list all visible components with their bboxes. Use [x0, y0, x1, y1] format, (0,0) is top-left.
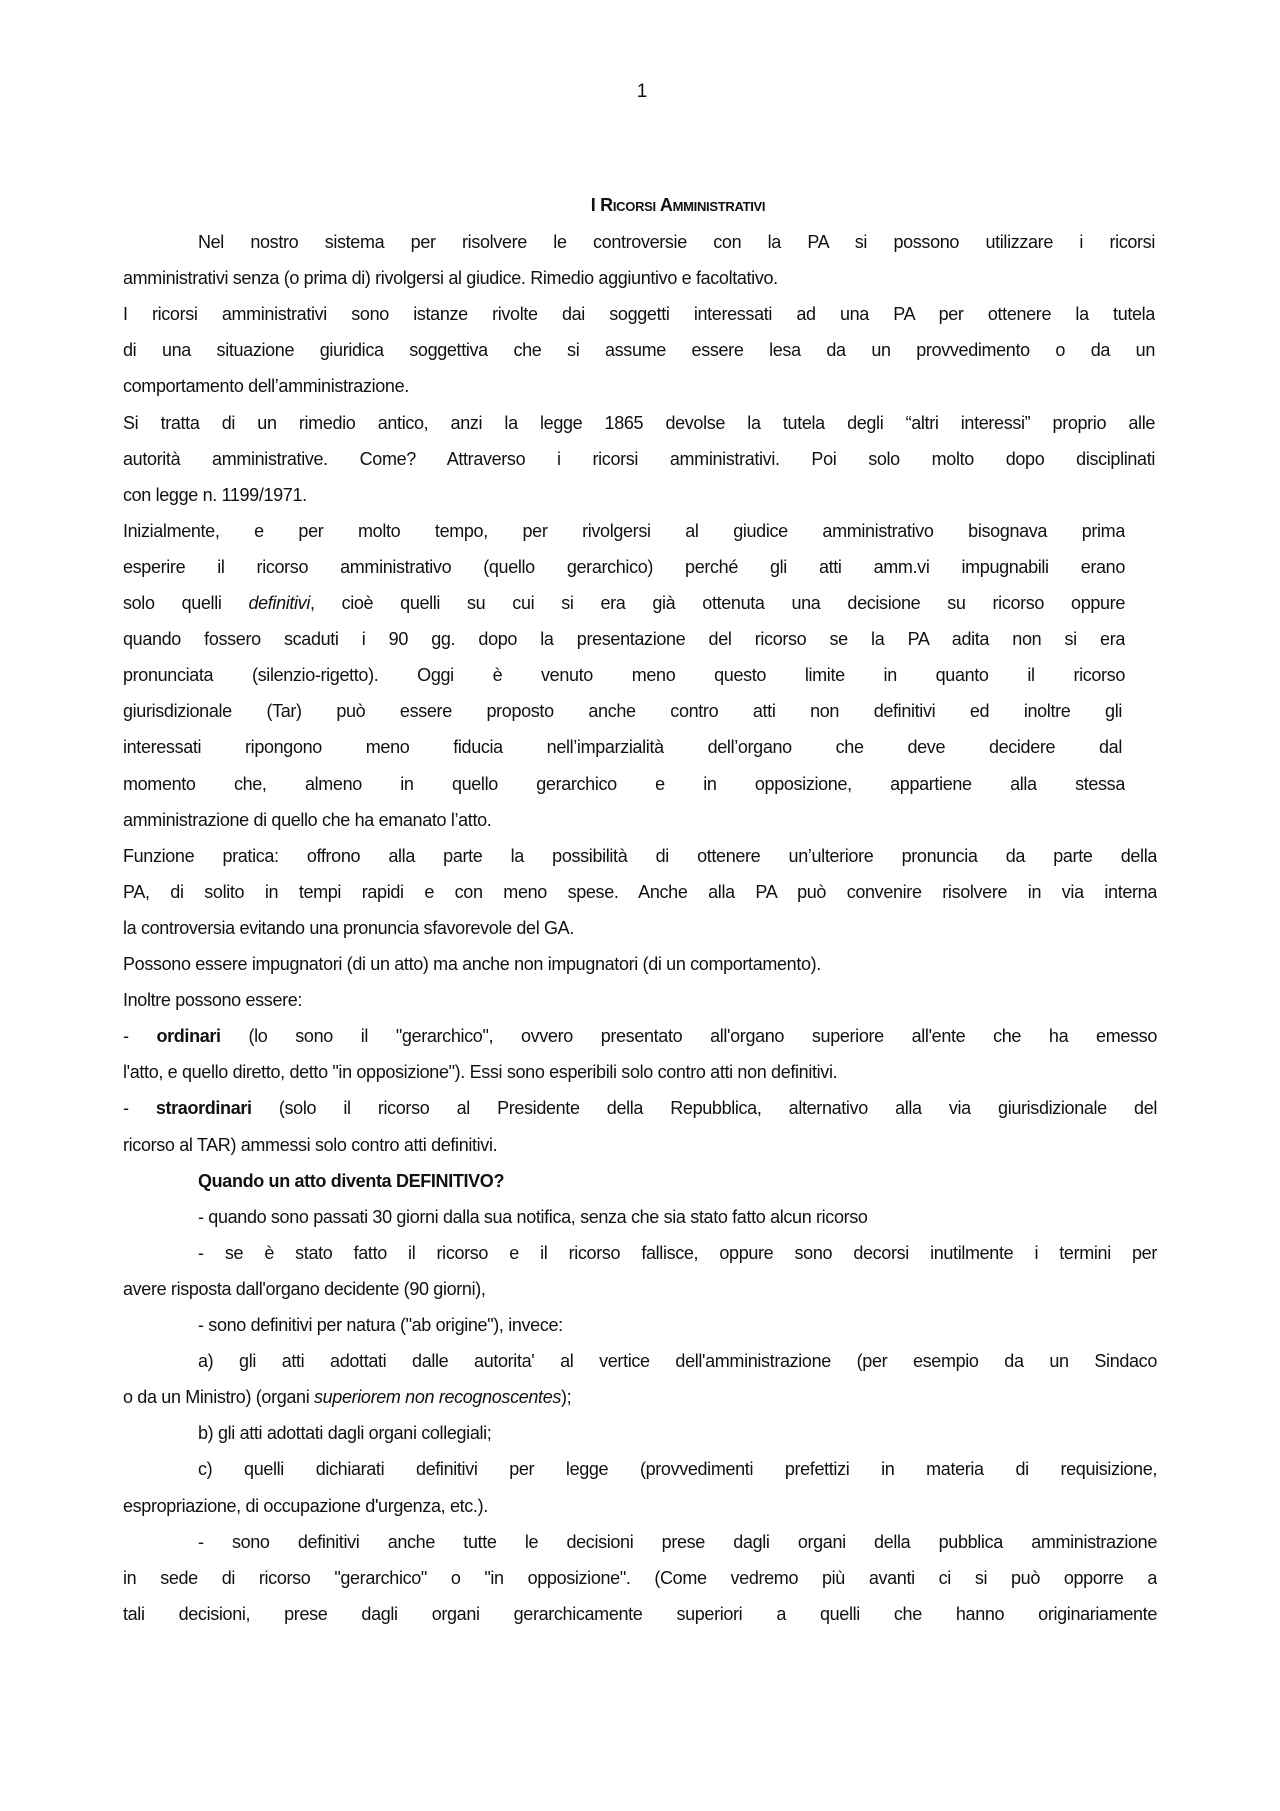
text-line — [123, 1023, 1157, 1049]
text-segment: ); — [561, 1387, 572, 1408]
text-segment: Possono essere impugnatori (di un atto) ma anche non impugnatori (di un comportamento). — [123, 954, 821, 974]
text-segment: (lo sono il "gerarchico", ovvero presentato all'organo superiore all'ente che ha emesso — [220, 1026, 1157, 1047]
text-line — [123, 1276, 1155, 1302]
text-segment: avere risposta dall'organo decidente (90 giorni), — [123, 1278, 486, 1299]
text-line — [198, 1240, 1157, 1266]
text-segment: b) gli atti adottati dagli organi collegiali; — [198, 1423, 492, 1444]
text-segment: PA, di solito in tempi rapidi e con meno spese. Anche alla PA può convenire risolvere in via interna — [123, 881, 1157, 902]
text-segment: - sono definitivi anche tutte le decisioni prese dagli organi della pubblica amministrazione — [198, 1531, 1157, 1552]
text-line — [123, 1095, 1157, 1121]
text-segment: la controversia evitando una pronuncia sfavorevole del GA. — [123, 917, 574, 938]
text-segment: Inizialmente, e per molto tempo, per rivolgersi al giudice amministrativo bisognava prima — [123, 520, 1125, 541]
text-line — [123, 265, 1155, 291]
text-line — [123, 337, 1155, 363]
text-line — [123, 915, 1155, 941]
text-line — [123, 373, 1155, 399]
text-line — [198, 1168, 1155, 1194]
text-segment: tali decisioni, prese dagli organi gerarchicamente superiori a quelli che hanno originariamente — [123, 1603, 1157, 1624]
text-segment: solo quelli — [123, 593, 249, 613]
text-line — [123, 590, 1125, 616]
bold-text: ordinari — [156, 1026, 221, 1047]
page-number: 1 — [636, 81, 648, 102]
text-segment: con legge n. 1199/1971. — [123, 484, 307, 505]
text-segment: esperire il ricorso amministrativo (quello gerarchico) perché gli atti amm.vi impugnabili erano — [123, 556, 1125, 577]
text-line — [198, 1420, 1155, 1446]
text-line — [123, 1059, 1155, 1085]
text-line — [123, 1493, 1155, 1519]
text-segment: Funzione pratica: offrono alla parte la possibilità di ottenere un’ulteriore pronuncia da parte della — [123, 845, 1157, 866]
text-line — [198, 1312, 1155, 1338]
text-segment: in sede di ricorso "gerarchico" o "in opposizione". (Come vedremo più avanti ci si può opporre a — [123, 1567, 1157, 1588]
text-segment: amministrativi senza (o prima di) rivolgersi al giudice. Rimedio aggiuntivo e facoltativo. — [123, 268, 778, 289]
text-segment: a) gli atti adottati dalle autorita' al vertice dell'amministrazione (per esempio da un Sindaco — [198, 1351, 1157, 1372]
text-line — [123, 518, 1125, 544]
text-segment: momento che, almeno in quello gerarchico e in opposizione, appartiene alla stessa — [123, 773, 1125, 794]
text-line — [123, 843, 1157, 869]
bold-text: straordinari — [155, 1098, 252, 1119]
text-line — [123, 1565, 1157, 1591]
text-segment: Inoltre possono essere: — [123, 990, 303, 1011]
text-segment: (solo il ricorso al Presidente della Repubblica, alternativo alla via giurisdizionale del — [251, 1098, 1157, 1119]
text-line — [123, 662, 1125, 688]
text-line — [198, 1529, 1157, 1555]
italic-text: superiorem non recognoscentes — [314, 1387, 562, 1408]
text-segment: comportamento dell’amministrazione. — [123, 376, 409, 397]
text-segment: Si tratta di un rimedio antico, anzi la legge 1865 devolse la tutela degli “altri interessi” proprio alle — [123, 412, 1155, 433]
text-line — [123, 554, 1125, 580]
text-segment: autorità amministrative. Come? Attraverso i ricorsi amministrativi. Poi solo molto dopo disciplinati — [123, 448, 1155, 469]
text-segment: o da un Ministro) (organi — [123, 1387, 314, 1408]
text-line — [198, 229, 1155, 255]
text-line — [123, 951, 1155, 977]
text-line — [198, 1456, 1157, 1482]
text-segment: ricorso al TAR) ammessi solo contro atti definitivi. — [123, 1134, 498, 1155]
text-line — [123, 1384, 1155, 1410]
text-segment: c) quelli dichiarati definitivi per legge (provvedimenti prefettizi in materia di requisizione, — [198, 1459, 1157, 1480]
text-segment: espropriazione, di occupazione d'urgenza, etc.). — [123, 1495, 488, 1516]
bold-text: Quando un atto diventa DEFINITIVO? — [198, 1170, 505, 1191]
text-segment: di una situazione giuridica soggettiva che si assume essere lesa da un provvedimento o da un — [123, 340, 1155, 361]
text-line — [123, 1132, 1155, 1158]
text-line — [123, 879, 1157, 905]
document-title: I Ricorsi Amministrativi — [590, 195, 766, 215]
text-segment: , cioè quelli su cui si era già ottenuta una decisione su ricorso oppure — [309, 593, 1125, 613]
text-line — [123, 771, 1125, 797]
text-segment: interessati ripongono meno fiducia nell’imparzialità dell’organo che deve decidere dal — [123, 737, 1122, 758]
text-line — [123, 301, 1155, 327]
text-segment: pronunciata (silenzio-rigetto). Oggi è venuto meno questo limite in quanto il ricorso — [123, 665, 1125, 686]
text-line — [123, 410, 1155, 436]
text-line — [123, 734, 1122, 760]
text-segment: - — [123, 1026, 157, 1047]
text-segment: quando fossero scaduti i 90 gg. dopo la presentazione del ricorso se la PA adita non si era — [123, 629, 1125, 650]
text-line — [123, 446, 1155, 472]
text-line — [123, 482, 1155, 508]
text-segment: - — [123, 1098, 156, 1119]
text-segment: - se è stato fatto il ricorso e il ricorso fallisce, oppure sono decorsi inutilmente i termini per — [198, 1242, 1157, 1263]
text-line — [123, 987, 1155, 1013]
text-line — [123, 1601, 1157, 1627]
text-segment: amministrazione di quello che ha emanato l’atto. — [123, 809, 492, 830]
text-line — [198, 1204, 1155, 1230]
italic-text: definitivi — [248, 593, 310, 613]
text-segment: l'atto, e quello diretto, detto "in opposizione"). Essi sono esperibili solo contro atti non definitivi. — [123, 1062, 838, 1083]
text-line — [123, 698, 1122, 724]
text-segment: Nel nostro sistema per risolvere le controversie con la PA si possono utilizzare i ricorsi — [198, 232, 1155, 252]
text-segment: - sono definitivi per natura ("ab origine"), invece: — [198, 1315, 563, 1335]
text-line — [123, 807, 1125, 833]
text-segment: I ricorsi amministrativi sono istanze rivolte dai soggetti interessati ad una PA per ottenere la tutela — [123, 304, 1155, 325]
text-segment: giurisdizionale (Tar) può essere proposto anche contro atti non definitivi ed inoltre gli — [123, 701, 1122, 722]
text-line — [198, 1348, 1157, 1374]
text-line — [123, 626, 1125, 652]
text-segment: - quando sono passati 30 giorni dalla sua notifica, senza che sia stato fatto alcun ricorso — [198, 1206, 868, 1227]
